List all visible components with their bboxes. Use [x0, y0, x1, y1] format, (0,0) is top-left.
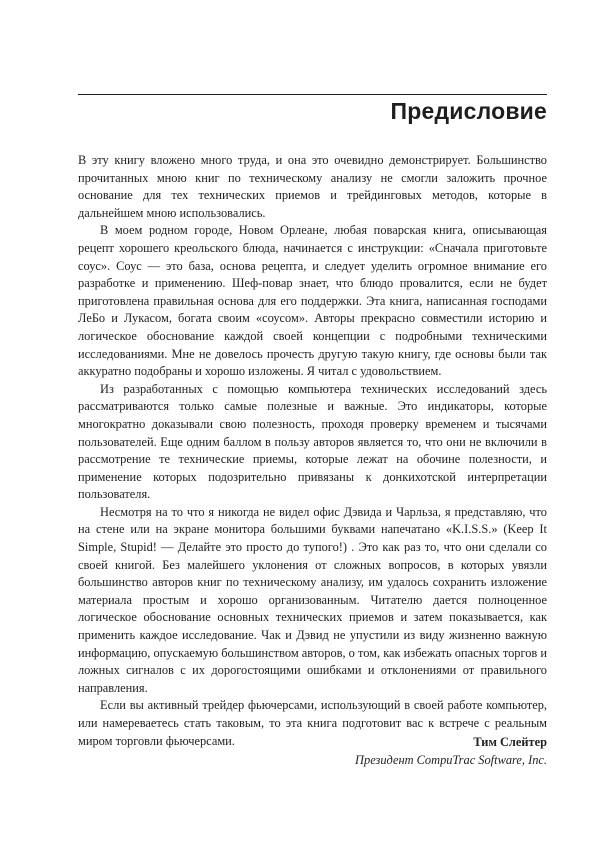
signature-role: Президент CompuTrac Software, Inc. [355, 752, 547, 767]
signature-block [355, 734, 547, 769]
page-title: Предисловие [390, 98, 547, 124]
paragraph-2: В моем родном городе, Новом Орлеане, любая поварская книга, описывающая рецепт хорошего креольского блюда, начинается с инструкции: «Сначала приготовьте соус». Соус — это база, основа рецепта, и следует уделить огромное внимание его разработке и применению. Шеф-повар знает, что блюдо провалится, если не будет приготовлена правильная основа для его поддержки. Эта книга, написанная господами ЛеБо и Лукасом, богата своим «соусом». Авторы прекрасно совместили историю и логическое обоснование каждой своей концепции с подробными техническими исследованиями. Мне не довелось прочесть другую такую книгу, где основы были так аккуратно подобраны и хорошо изложены. Я читал с удовольствием. [78, 223, 547, 379]
preface-body [78, 152, 547, 750]
heading-rule [78, 94, 547, 95]
paragraph-3: Из разработанных с помощью компьютера технических исследований здесь рассматриваются только самые полезные и важные. Это индикаторы, которые многократно доказывали свою полезность, проходя проверку временем и тысячами пользователей. Еще одним баллом в пользу авторов является то, что они не включили в рассмотрение те технические приемы, которые лежат на обочине полезности, и применение которых подозрительно привязаны к донкихотской интерпретации пользователя. [78, 381, 547, 502]
paragraph-1: В эту книгу вложено много труда, и она это очевидно демонстрирует. Большинство прочитанных мною книг по техническому анализу не смогли заложить прочное основание для тех технических приемов и трейдинговых методов, которые в дальнейшем мною использовались. [78, 153, 547, 220]
paragraph-4: Несмотря на то что я никогда не видел офис Дэвида и Чарльза, я представляю, что на стене или на экране монитора большими буквами напечатано «K.I.S.S.» (Keep It Simple, Stupid! — Делайте это просто до тупого!) . Это как раз то, что они сделали со своей книгой. Без малейшего уклонения от сложных вопросов, в которых увязли большинство авторов книг по техническому анализу, им удалось сохранить изложение материала простым и хорошо организованным. Читателю дается полноценное логическое обоснование основных технических приемов и затем показывается, как применить каждое исследование. Чак и Дэвид не упустили из виду жизненно важную информацию, опускаемую большинством авторов, о том, как избежать опасных торгов и ложных сигналов с их дорогостоящими ошибками и отклонениями от правильного направления. [78, 504, 548, 695]
signature-name: Тим Слейтер [473, 735, 547, 749]
paragraph-5: Если вы активный трейдер фьючерсами, использующий в своей работе компьютер, или намереваетесь стать таковым, то эта книга подготовит вас к встрече с реальным миром торговли фьючерсами. [78, 698, 547, 748]
